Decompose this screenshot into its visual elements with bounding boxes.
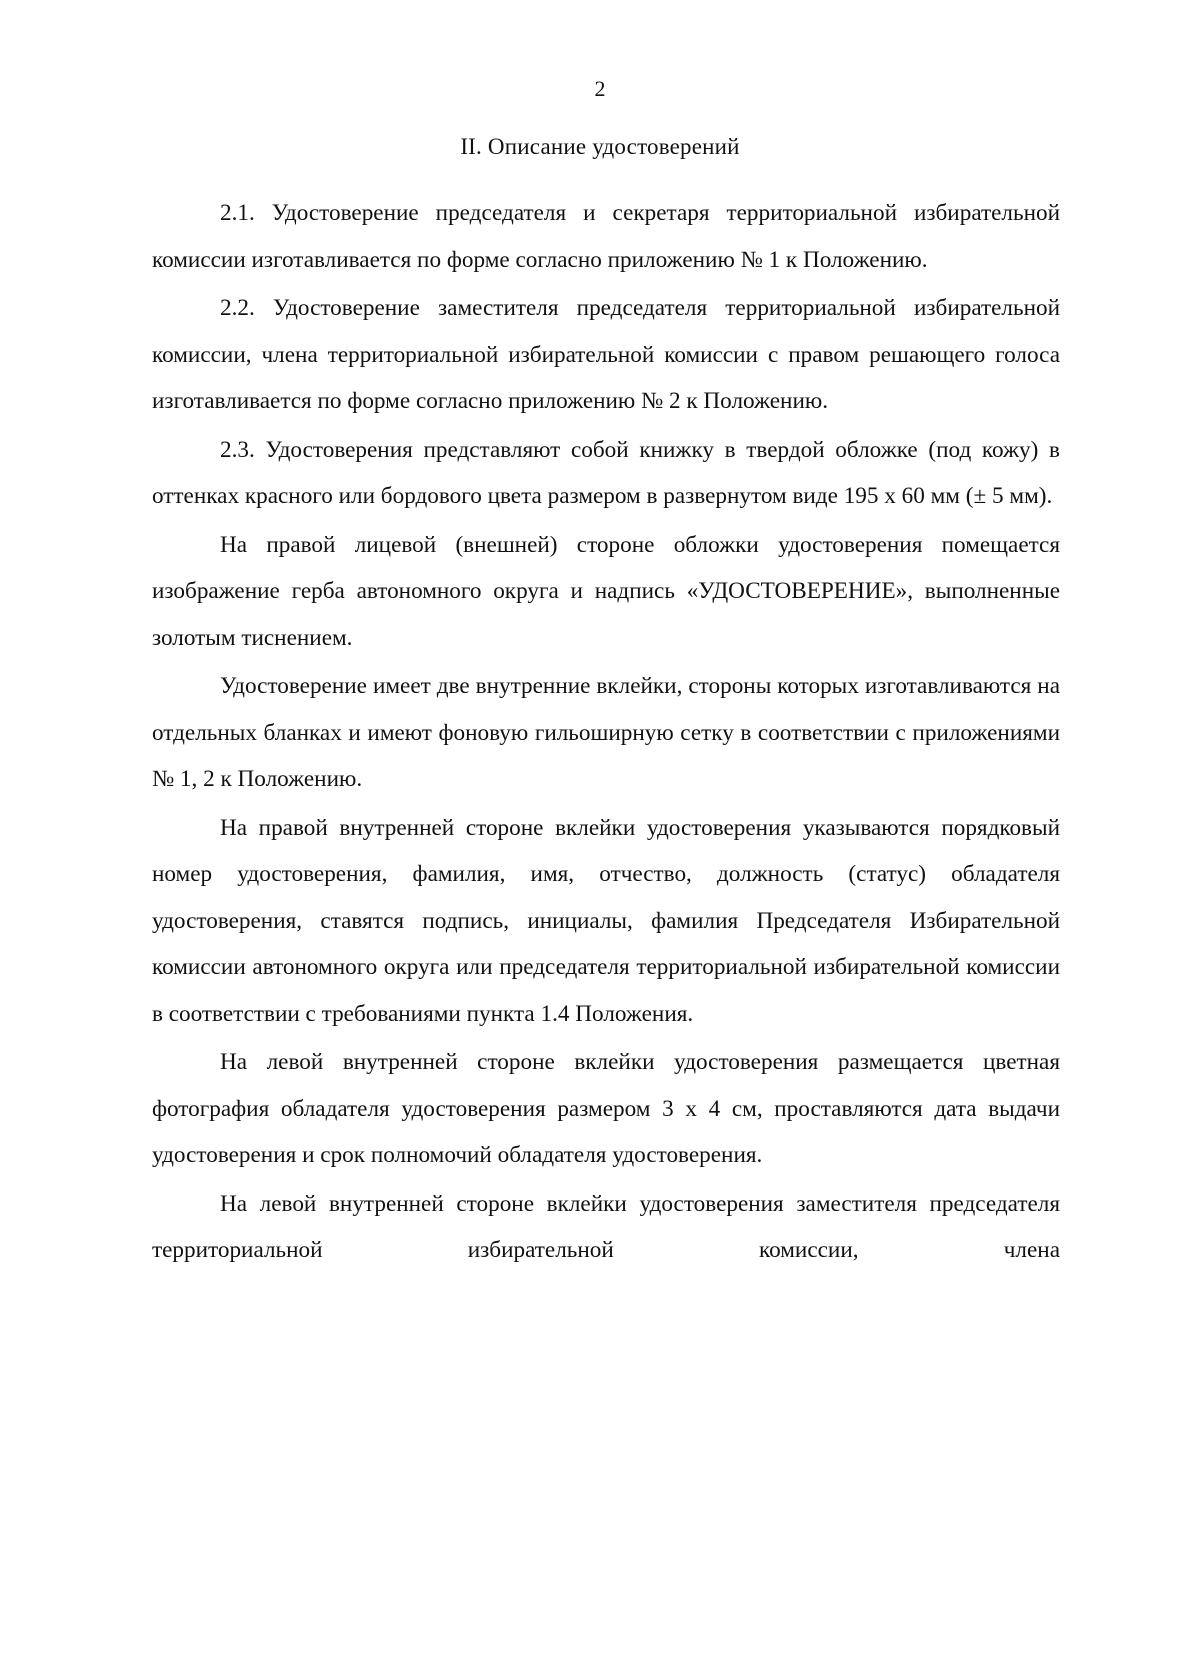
paragraph-2-1: 2.1. Удостоверение председателя и секретаря территориальной избирательной комиссии изготавливается по форме согласно приложению № 1 к Положению. [152, 200, 1060, 273]
paragraph-inserts: Удостоверение имеет две внутренние вклейки, стороны которых изготавливаются на отдельных бланках и имеют фоновую гильоширную сетку в соответствии с приложениями № 1, 2 к Положению. [152, 673, 1060, 792]
page-number: 2 [594, 76, 606, 101]
paragraph-2-2: 2.2. Удостоверение заместителя председателя территориальной избирательной комиссии, члена территориальной избирательной комиссии с правом решающего голоса изготавливается по форме согласно приложению № 2 к Положению. [152, 295, 1060, 414]
paragraph-left-inner-side-deputy: На левой внутренней стороне вклейки удостоверения заместителя председателя территориальной избирательной комиссии, члена [152, 1190, 1060, 1263]
paragraph-2-3: 2.3. Удостоверения представляют собой книжку в твердой обложке (под кожу) в оттенках красного или бордового цвета размером в развернутом виде 195 х 60 мм (± 5 мм). [152, 436, 1060, 509]
paragraph-right-inner-side: На правой внутренней стороне вклейки удостоверения указываются порядковый номер удостоверения, фамилия, имя, отчество, должность (статус) обладателя удостоверения, ставятся подпись, инициалы, фамилия Председателя Избирательной комиссии автономного округа или председателя территориальной избирательной комиссии в соответствии с требованиями пункта 1.4 Положения. [152, 814, 1060, 1027]
paragraph-left-inner-side: На левой внутренней стороне вклейки удостоверения размещается цветная фотография обладателя удостоверения размером 3 х 4 см, проставляются дата выдачи удостоверения и срок полномочий обладателя удостоверения. [152, 1049, 1060, 1168]
document-body [152, 190, 1060, 1276]
section-title: II. Описание удостоверений [460, 134, 740, 159]
paragraph-cover-description: На правой лицевой (внешней) стороне обложки удостоверения помещается изображение герба автономного округа и надпись «УДОСТОВЕРЕНИЕ», выполненные золотым тиснением. [152, 531, 1060, 651]
